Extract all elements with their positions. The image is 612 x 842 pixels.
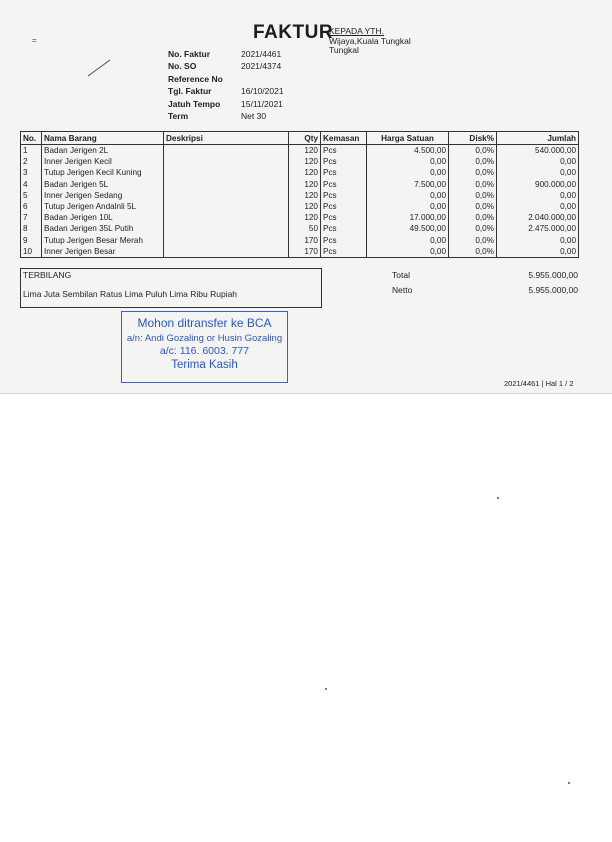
- cell-disk: 0,0%: [449, 156, 497, 167]
- cell-harga-satuan: 17.000,00: [367, 212, 449, 223]
- terbilang-box: [20, 268, 322, 308]
- cell-qty: 120: [289, 212, 321, 223]
- cell-no: 9: [21, 235, 42, 246]
- cell-nama-barang: Badan Jerigen 10L: [42, 212, 164, 223]
- cell-disk: 0,0%: [449, 145, 497, 157]
- cell-kemasan: Pcs: [321, 167, 367, 178]
- meta-value: 16/10/2021: [241, 86, 284, 97]
- table-row: [21, 156, 579, 167]
- cell-kemasan: Pcs: [321, 156, 367, 167]
- meta-key: Reference No: [168, 73, 223, 84]
- cell-qty: 120: [289, 201, 321, 212]
- netto-value: 5.955.000,00: [528, 285, 578, 295]
- cell-jumlah: 0,00: [497, 167, 579, 178]
- netto-row: [392, 283, 578, 298]
- cell-disk: 0,0%: [449, 246, 497, 258]
- cell-jumlah: 0,00: [497, 156, 579, 167]
- recipient-line-1: Wijaya,Kuala Tungkal: [329, 35, 411, 46]
- cell-disk: 0,0%: [449, 179, 497, 190]
- scanned-invoice: [0, 0, 612, 394]
- header-deskripsi: Deskripsi: [164, 132, 289, 145]
- cell-no: 8: [21, 223, 42, 234]
- cell-deskripsi: [164, 235, 289, 246]
- cell-harga-satuan: 0,00: [367, 167, 449, 178]
- netto-label: Netto: [392, 285, 413, 295]
- terbilang-text: Lima Juta Sembilan Ratus Lima Puluh Lima Ribu Rupiah: [23, 289, 238, 299]
- cell-disk: 0,0%: [449, 235, 497, 246]
- total-label: Total: [392, 270, 410, 280]
- cell-jumlah: 0,00: [497, 201, 579, 212]
- cell-qty: 50: [289, 223, 321, 234]
- stamp-line-4: Terima Kasih: [171, 359, 238, 371]
- cell-disk: 0,0%: [449, 223, 497, 234]
- cell-deskripsi: [164, 167, 289, 178]
- meta-value: 2021/4374: [241, 61, 282, 72]
- bank-transfer-stamp: [121, 311, 288, 383]
- meta-row: [168, 110, 284, 122]
- table-row: [21, 212, 579, 223]
- cell-nama-barang: Inner Jerigen Kecil: [42, 156, 164, 167]
- cell-jumlah: 0,00: [497, 235, 579, 246]
- cell-qty: 170: [289, 246, 321, 258]
- stamp-line-2: a/n: Andi Gozaling or Husin Gozaling: [126, 333, 283, 344]
- cell-nama-barang: Badan Jerigen 5L: [42, 179, 164, 190]
- cell-nama-barang: Badan Jerigen 35L Putih: [42, 223, 164, 234]
- cell-qty: 120: [289, 145, 321, 157]
- cell-jumlah: 2.040.000,00: [497, 212, 579, 223]
- meta-value: 15/11/2021: [241, 98, 283, 109]
- cell-qty: 170: [289, 235, 321, 246]
- scan-speck: [497, 497, 499, 499]
- scan-speck: [568, 782, 570, 784]
- cell-deskripsi: [164, 223, 289, 234]
- header-nama-barang: Nama Barang: [42, 132, 164, 145]
- stamp-line-3: a/c: 116. 6003. 777: [159, 345, 250, 357]
- cell-jumlah: 900.000,00: [497, 179, 579, 190]
- cell-harga-satuan: 0,00: [367, 246, 449, 258]
- cell-nama-barang: Badan Jerigen 2L: [42, 145, 164, 157]
- cell-qty: 120: [289, 156, 321, 167]
- cell-kemasan: Pcs: [321, 201, 367, 212]
- table-header-row: [21, 132, 579, 145]
- meta-row: [168, 98, 284, 110]
- table-row: [21, 235, 579, 246]
- cell-no: 6: [21, 201, 42, 212]
- meta-value: Net 30: [241, 110, 267, 121]
- cell-disk: 0,0%: [449, 201, 497, 212]
- meta-row: [168, 48, 284, 60]
- table-row: [21, 223, 579, 234]
- table-row: [21, 246, 579, 258]
- stamp-line-1: Mohon ditransfer ke BCA: [137, 316, 272, 330]
- cell-kemasan: Pcs: [321, 212, 367, 223]
- cell-kemasan: Pcs: [321, 190, 367, 201]
- cell-no: 5: [21, 190, 42, 201]
- cell-deskripsi: [164, 190, 289, 201]
- meta-key: No. SO: [168, 61, 197, 72]
- scan-speck: [325, 688, 327, 690]
- total-value: 5.955.000,00: [528, 270, 578, 280]
- cell-no: 1: [21, 145, 42, 157]
- cell-nama-barang: Tutup Jerigen Besar Merah: [42, 235, 164, 246]
- cell-no: 3: [21, 167, 42, 178]
- total-row: [392, 268, 578, 283]
- table-row: [21, 201, 579, 212]
- cell-deskripsi: [164, 246, 289, 258]
- cell-kemasan: Pcs: [321, 235, 367, 246]
- cell-harga-satuan: 0,00: [367, 201, 449, 212]
- cell-deskripsi: [164, 156, 289, 167]
- cell-deskripsi: [164, 212, 289, 223]
- cell-no: 10: [21, 246, 42, 258]
- cell-nama-barang: Inner Jerigen Besar: [42, 246, 164, 258]
- table-row: [21, 179, 579, 190]
- pen-stroke-mark: [86, 58, 112, 78]
- cell-deskripsi: [164, 201, 289, 212]
- cell-disk: 0,0%: [449, 212, 497, 223]
- cell-no: 4: [21, 179, 42, 190]
- corner-mark: =: [32, 36, 37, 45]
- cell-qty: 120: [289, 167, 321, 178]
- recipient-block: [329, 27, 411, 56]
- header-disk: Disk%: [449, 132, 497, 145]
- meta-row: [168, 73, 284, 85]
- meta-key: Jatuh Tempo: [168, 98, 221, 109]
- terbilang-label: TERBILANG: [23, 270, 72, 280]
- invoice-title: FAKTUR: [253, 22, 334, 43]
- cell-harga-satuan: 0,00: [367, 235, 449, 246]
- items-table: [20, 131, 579, 258]
- cell-jumlah: 0,00: [497, 246, 579, 258]
- cell-kemasan: Pcs: [321, 223, 367, 234]
- cell-nama-barang: Tutup Jerigen Andalnli 5L: [42, 201, 164, 212]
- cell-no: 2: [21, 156, 42, 167]
- table-row: [21, 145, 579, 157]
- cell-disk: 0,0%: [449, 190, 497, 201]
- totals-block: [392, 268, 578, 298]
- meta-value: 2021/4461: [241, 49, 282, 59]
- cell-harga-satuan: 7.500,00: [367, 179, 449, 190]
- meta-row: [168, 60, 284, 72]
- cell-jumlah: 540.000,00: [497, 145, 579, 157]
- header-qty: Qty: [289, 132, 321, 145]
- cell-deskripsi: [164, 179, 289, 190]
- cell-nama-barang: Inner Jerigen Sedang: [42, 190, 164, 201]
- cell-kemasan: Pcs: [321, 246, 367, 258]
- cell-kemasan: Pcs: [321, 145, 367, 157]
- cell-kemasan: Pcs: [321, 179, 367, 190]
- cell-qty: 120: [289, 190, 321, 201]
- page-number: 2021/4461 | Hal 1 / 2: [504, 379, 574, 388]
- meta-row: [168, 85, 284, 97]
- cell-jumlah: 2.475.000,00: [497, 223, 579, 234]
- header-harga-satuan: Harga Satuan: [367, 132, 449, 145]
- cell-qty: 120: [289, 179, 321, 190]
- meta-key: No. Faktur: [168, 49, 211, 59]
- cell-harga-satuan: 4.500,00: [367, 145, 449, 157]
- header-kemasan: Kemasan: [321, 132, 367, 145]
- cell-no: 7: [21, 212, 42, 223]
- meta-key: Tgl. Faktur: [168, 86, 212, 97]
- invoice-meta: [168, 48, 284, 122]
- meta-key: Term: [168, 110, 189, 121]
- header-jumlah: Jumlah: [497, 132, 579, 145]
- cell-harga-satuan: 0,00: [367, 190, 449, 201]
- table-row: [21, 190, 579, 201]
- header-no: No.: [21, 132, 42, 145]
- table-row: [21, 167, 579, 178]
- recipient-line-2: Tungkal: [329, 45, 359, 55]
- cell-jumlah: 0,00: [497, 190, 579, 201]
- cell-nama-barang: Tutup Jerigen Kecil Kuning: [42, 167, 164, 178]
- cell-harga-satuan: 49.500,00: [367, 223, 449, 234]
- cell-deskripsi: [164, 145, 289, 157]
- recipient-label: KEPADA YTH.: [329, 26, 384, 36]
- cell-disk: 0,0%: [449, 167, 497, 178]
- cell-harga-satuan: 0,00: [367, 156, 449, 167]
